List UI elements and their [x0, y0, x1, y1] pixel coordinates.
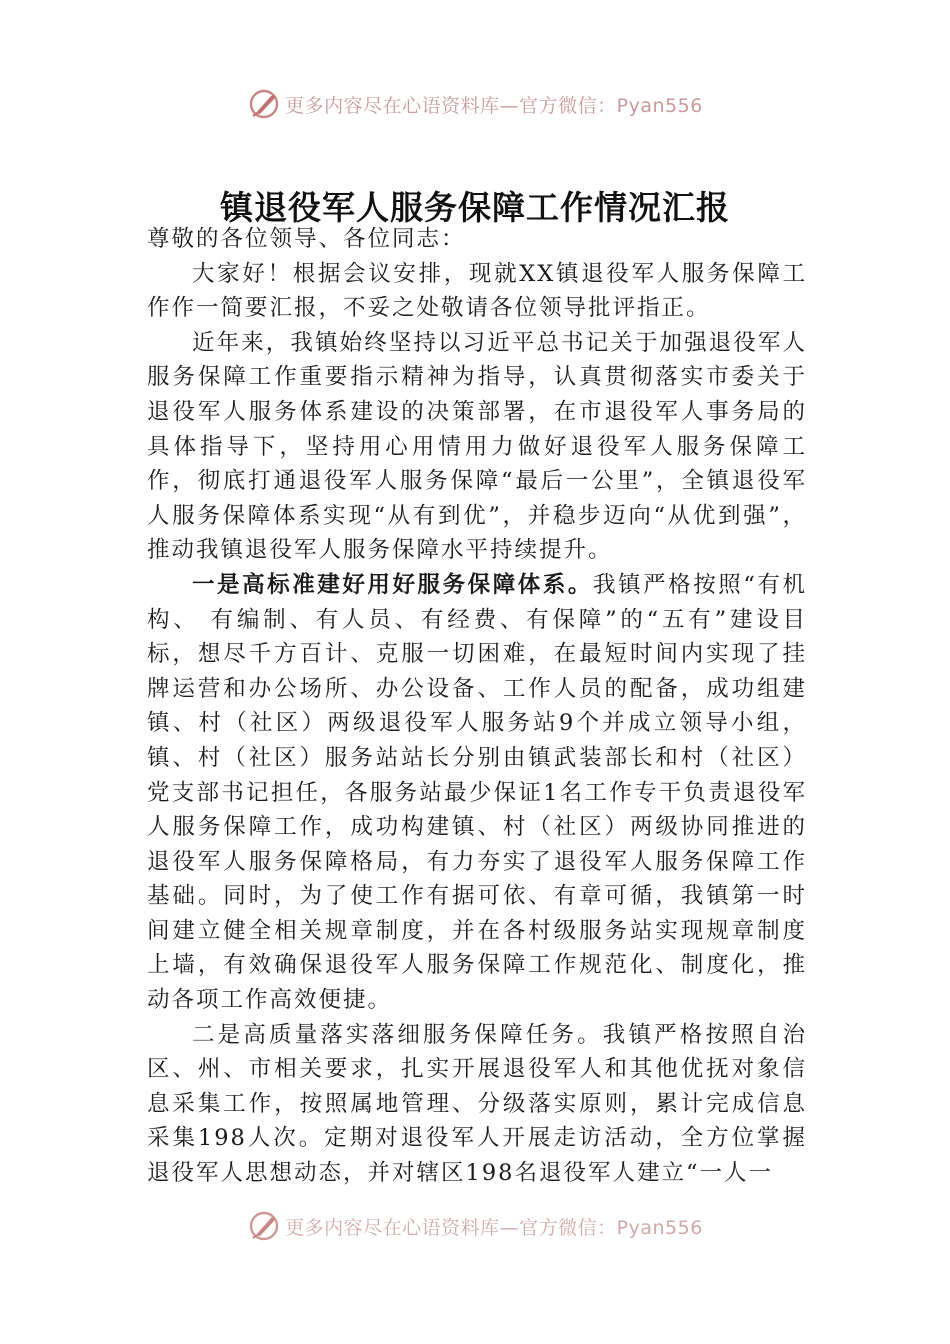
- paragraph-text: 大家好！根据会议安排，现就XX镇退役军人服务保障工作作一简要汇报，不妥之处敬请各位领导批评指正。: [147, 260, 807, 322]
- quill-logo-icon: [247, 87, 281, 121]
- watermark-text: 更多内容尽在心语资料库—官方微信：Pyan556: [285, 94, 703, 117]
- salutation: 尊敬的各位领导、各位同志：: [147, 226, 466, 252]
- paragraph-greeting: [147, 257, 807, 326]
- quill-logo-icon: [247, 1209, 281, 1243]
- paragraph-intro: [147, 326, 807, 568]
- paragraph-point-one: [147, 568, 807, 1018]
- paragraph-text: 我镇严格按照“有机构、 有编制、有人员、有经费、有保障”的“五有”建设目标，想尽千方百计、克服一切困难，在最短时间内实现了挂牌运营和办公场所、办公设备、工作人员的配备，成功组建镇、村（社区）两级退役军人服务站9个并成立领导小组，镇、村（社区）服务站站长分别由镇武装部长和村（社区）党支部书记担任，各服务站最少保证1名工作专干负责退役军人服务保障工作，成功构建镇、村（社区）两级协同推进的退役军人服务保障格局，有力夯实了退役军人服务保障工作基础。同时，为了使工作有据可依、有章可循，我镇第一时间建立健全相关规章制度，并在各村级服务站实现规章制度上墙，有效确保退役军人服务保障工作规范化、制度化，推动各项工作高效便捷。: [147, 571, 807, 1014]
- watermark-footer: [0, 1206, 950, 1246]
- paragraph-text: 二是高质量落实落细服务保障任务。我镇严格按照自治区、州、市相关要求，扎实开展退役军人和其他优抚对象信息采集工作，按照属地管理、分级落实原则，累计完成信息采集198人次。定期对退役军人开展走访活动，全方位掌握退役军人思想动态，并对辖区198名退役军人建立“一人一: [147, 1021, 807, 1187]
- watermark-text: 更多内容尽在心语资料库—官方微信：Pyan556: [285, 1216, 703, 1239]
- paragraph-point-two: [147, 1018, 807, 1191]
- paragraph-lead: 一是高标准建好用好服务保障体系。: [192, 571, 593, 598]
- paragraph-text: 近年来，我镇始终坚持以习近平总书记关于加强退役军人服务保障工作重要指示精神为指导，认真贯彻落实市委关于退役军人服务体系建设的决策部署，在市退役军人事务局的具体指导下，坚持用心用情用力做好退役军人服务保障工作，彻底打通退役军人服务保障“最后一公里”，全镇退役军人服务保障体系实现“从有到优”，并稳步迈向“从优到强”，推动我镇退役军人服务保障水平持续提升。: [147, 329, 807, 564]
- watermark-header: [0, 84, 950, 124]
- document-body: [147, 222, 807, 1214]
- document-title: 镇退役军人服务保障工作情况汇报: [220, 188, 730, 227]
